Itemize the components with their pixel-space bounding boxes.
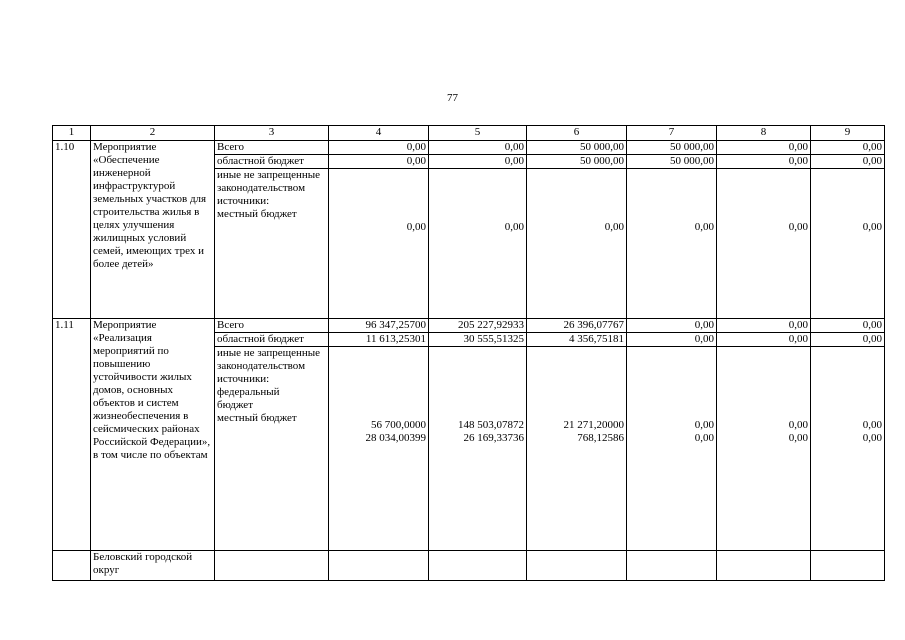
value-cell: 50 000,00 xyxy=(527,155,627,169)
page-number: 77 xyxy=(447,92,458,104)
value-cell: 50 000,00 xyxy=(627,155,717,169)
value-cell xyxy=(329,347,429,551)
value-cell: 0,00 xyxy=(811,155,885,169)
value-cell: 0,00 xyxy=(627,319,717,333)
value-cell: 0,00 xyxy=(429,155,527,169)
value: 21 271,20000 xyxy=(563,419,624,431)
value-cell xyxy=(527,347,627,551)
source-label: местный бюджет xyxy=(217,208,297,220)
col-header: 8 xyxy=(717,126,811,141)
value-cell xyxy=(717,169,811,319)
empty-cell xyxy=(527,551,627,581)
value: 0,00 xyxy=(788,221,808,233)
row-name: Мероприятие «Обеспечение инженерной инфраструктурой земельных участков для строительства жилья в целях улучшения жилищных условий семей, имеющих трех и более детей» xyxy=(91,141,215,319)
value-cell xyxy=(329,169,429,319)
table-row xyxy=(53,141,885,155)
value-cell: 11 613,25301 xyxy=(329,333,429,347)
value-cell: 50 000,00 xyxy=(527,141,627,155)
col-header: 7 xyxy=(627,126,717,141)
value: 56 700,0000 xyxy=(371,419,426,431)
row-name: Мероприятие «Реализация мероприятий по повышению устойчивости жилых домов, основных объектов и систем жизнеобеспечения в сейсмических районах Российской Федерации», в том числе по объектам xyxy=(91,319,215,551)
value-cell: 0,00 xyxy=(811,333,885,347)
col-header: 6 xyxy=(527,126,627,141)
value-cell: 30 555,51325 xyxy=(429,333,527,347)
empty-cell xyxy=(717,551,811,581)
source-label: областной бюджет xyxy=(215,333,329,347)
col-header: 2 xyxy=(91,126,215,141)
value-cell: 205 227,92933 xyxy=(429,319,527,333)
row-id: 1.10 xyxy=(53,141,91,319)
source-cell xyxy=(215,169,329,319)
value: 28 034,00399 xyxy=(365,432,426,444)
value-cell: 0,00 xyxy=(717,141,811,155)
value-cell xyxy=(717,347,811,551)
value: 0,00 xyxy=(788,432,808,444)
value-cell: 0,00 xyxy=(811,141,885,155)
table-row xyxy=(53,319,885,333)
value: 0,00 xyxy=(862,221,882,233)
value-cell xyxy=(811,347,885,551)
row-name: Беловский городской округ xyxy=(91,551,215,581)
value-cell: 0,00 xyxy=(717,319,811,333)
empty-cell xyxy=(329,551,429,581)
source-cell xyxy=(215,347,329,551)
value-cell xyxy=(429,347,527,551)
source-label: Всего xyxy=(215,141,329,155)
col-header: 1 xyxy=(53,126,91,141)
value: 0,00 xyxy=(788,419,808,431)
value-cell xyxy=(527,169,627,319)
value: 0,00 xyxy=(862,432,882,444)
value: 0,00 xyxy=(694,419,714,431)
other-sources-label: иные не запрещенные законодательством источники: xyxy=(217,347,321,385)
value-cell: 0,00 xyxy=(811,319,885,333)
value: 0,00 xyxy=(406,221,426,233)
col-header: 3 xyxy=(215,126,329,141)
value: 148 503,07872 xyxy=(458,419,524,431)
row-id xyxy=(53,551,91,581)
table-row xyxy=(53,551,885,581)
other-sources-label: иные не запрещенные законодательством источники: xyxy=(217,169,321,207)
value-cell: 0,00 xyxy=(329,155,429,169)
value-cell: 0,00 xyxy=(429,141,527,155)
value-cell: 0,00 xyxy=(627,333,717,347)
empty-cell xyxy=(627,551,717,581)
value: 768,12586 xyxy=(577,432,624,444)
value: 0,00 xyxy=(504,221,524,233)
col-header: 5 xyxy=(429,126,527,141)
value-cell: 0,00 xyxy=(717,155,811,169)
value: 26 169,33736 xyxy=(463,432,524,444)
value-cell: 4 356,75181 xyxy=(527,333,627,347)
value-cell: 0,00 xyxy=(329,141,429,155)
value: 0,00 xyxy=(694,432,714,444)
source-label: Всего xyxy=(215,319,329,333)
value: 0,00 xyxy=(862,419,882,431)
value-cell: 0,00 xyxy=(717,333,811,347)
value-cell: 50 000,00 xyxy=(627,141,717,155)
value-cell xyxy=(627,347,717,551)
value-cell: 26 396,07767 xyxy=(527,319,627,333)
value-cell xyxy=(811,169,885,319)
value-cell xyxy=(429,169,527,319)
source-label: областной бюджет xyxy=(215,155,329,169)
value: 0,00 xyxy=(604,221,624,233)
value-cell: 96 347,25700 xyxy=(329,319,429,333)
empty-cell xyxy=(429,551,527,581)
budget-table xyxy=(52,125,885,581)
empty-cell xyxy=(215,551,329,581)
col-header: 9 xyxy=(811,126,885,141)
header-row xyxy=(53,126,885,141)
row-id: 1.11 xyxy=(53,319,91,551)
value: 0,00 xyxy=(694,221,714,233)
value-cell xyxy=(627,169,717,319)
empty-cell xyxy=(811,551,885,581)
source-label: федеральный бюджет xyxy=(217,386,280,411)
source-label: местный бюджет xyxy=(217,412,297,424)
col-header: 4 xyxy=(329,126,429,141)
